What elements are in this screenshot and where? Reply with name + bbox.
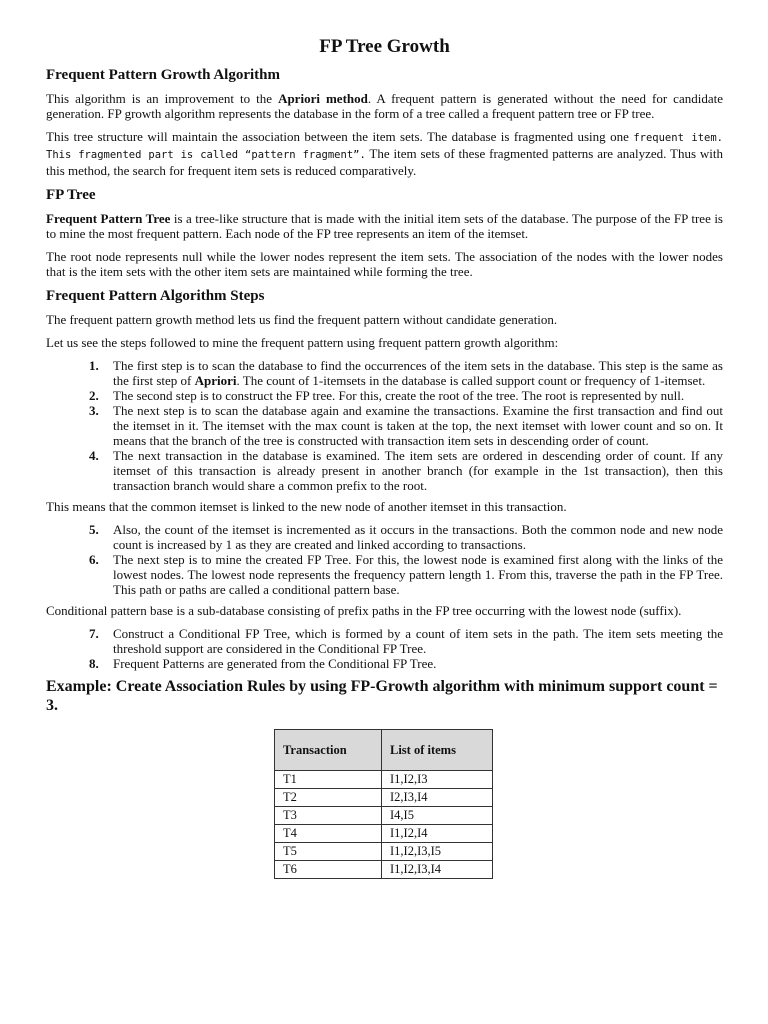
bold-text: Frequent Pattern Tree	[46, 211, 171, 226]
list-item	[89, 552, 723, 597]
mono-text: frequent item. This fragmented part is called “pattern fragment”.	[46, 132, 723, 161]
paragraph: Conditional pattern base is a sub-database consisting of prefix paths in the FP tree occurring with the lowest node (suffix).	[46, 603, 682, 618]
table-header-row	[275, 730, 493, 771]
text: Also, the count of the itemset is incremented as it occurs in the transactions. Both the common node and new node count is increased by 1 as they are created and linked according to transactions.	[113, 522, 723, 552]
list-item	[89, 388, 723, 403]
paragraph	[46, 129, 723, 178]
example-heading: Example: Create Association Rules by using FP-Growth algorithm with minimum support count = 3.	[46, 678, 718, 714]
paragraph: The root node represents null while the lower nodes represent the item sets. The association of the nodes with the lower nodes that is the item sets with the other item sets are maintained while forming the tree.	[46, 249, 723, 279]
text: The next step is to scan the database again and examine the transactions. Examine the first transaction and find out the itemset in it. The itemset with the max count is taken at the top, the next itemset with lower count and so on. It means that the branch of the tree is constructed with transaction item sets in descending order of count.	[113, 403, 723, 448]
table-cell: I2,I3,I4	[382, 789, 493, 807]
list-number: 7.	[89, 626, 99, 641]
table-row	[275, 771, 493, 789]
column-header: Transaction	[275, 730, 382, 771]
column-header: List of items	[382, 730, 493, 771]
list-number: 8.	[89, 656, 99, 671]
list-number: 4.	[89, 448, 99, 463]
paragraph: Let us see the steps followed to mine the frequent pattern using frequent pattern growth algorithm:	[46, 335, 559, 350]
table-cell: I1,I2,I3,I5	[382, 843, 493, 861]
table-cell: I1,I2,I3,I4	[382, 861, 493, 879]
table-row	[275, 789, 493, 807]
paragraph: This means that the common itemset is linked to the new node of another itemset in this transaction.	[46, 499, 567, 514]
text: This algorithm is an improvement to the	[46, 91, 279, 106]
table-cell: I1,I2,I4	[382, 825, 493, 843]
paragraph	[46, 91, 723, 121]
list-item	[89, 448, 723, 493]
text: The second step is to construct the FP tree. For this, create the root of the tree. The root is represented by null.	[113, 388, 685, 403]
text: . A frequent pattern is generated without the need for candidate generation. FP growth algorithm represents the database in the form of a tree called a frequent pattern tree or FP tree.	[46, 91, 723, 121]
table-cell: T2	[275, 789, 382, 807]
list-item	[89, 403, 723, 448]
text: The next step is to mine the created FP Tree. For this, the lowest node is examined first along with the links of the lowest nodes. The lowest node represents the frequency pattern length 1. From this, traverse the path in the FP Tree. This path or paths are called a conditional pattern base.	[113, 552, 723, 597]
steps-list	[46, 626, 723, 671]
list-number: 3.	[89, 403, 99, 418]
text: The first step is to scan the database to find the occurrences of the item sets in the database. This step is the same as the first step of	[113, 358, 723, 388]
text: This tree structure will maintain the association between the item sets. The database is fragmented using one	[46, 129, 634, 144]
list-number: 2.	[89, 388, 99, 403]
list-number: 6.	[89, 552, 99, 567]
table-row	[275, 807, 493, 825]
section-heading-fp-growth: Frequent Pattern Growth Algorithm	[46, 67, 281, 83]
list-item	[89, 358, 723, 388]
table-cell: T6	[275, 861, 382, 879]
transactions-table	[274, 729, 493, 879]
steps-list	[46, 358, 723, 493]
paragraph	[46, 211, 723, 241]
text: The item sets of these fragmented patterns are analyzed. Thus with this method, the search for frequent item sets is reduced comparatively.	[46, 146, 724, 178]
list-item	[89, 626, 723, 656]
section-heading-steps: Frequent Pattern Algorithm Steps	[46, 288, 265, 304]
text: is a tree-like structure that is made with the initial item sets of the database. The purpose of the FP tree is to mine the most frequent pattern. Each node of the FP tree represents an item of the itemset.	[46, 211, 723, 241]
list-number: 1.	[89, 358, 99, 373]
text: Construct a Conditional FP Tree, which is formed by a count of item sets in the path. The item sets meeting the threshold support are considered in the Conditional FP Tree.	[113, 626, 723, 656]
table-cell: T3	[275, 807, 382, 825]
paragraph: The frequent pattern growth method lets us find the frequent pattern without candidate generation.	[46, 312, 558, 327]
bold-text: Apriori	[194, 373, 237, 388]
table-row	[275, 861, 493, 879]
page-title: FP Tree Growth	[319, 36, 450, 57]
text: The next transaction in the database is examined. The item sets are ordered in descending order of count. If any itemset of this transaction is already present in another branch (for example in the 1st transaction), then this transaction branch would share a common prefix to the root.	[113, 448, 723, 493]
table-row	[275, 825, 493, 843]
text: . The count of 1-itemsets in the database is called support count or frequency of 1-itemset.	[236, 373, 706, 388]
list-number: 5.	[89, 522, 99, 537]
table-cell: T1	[275, 771, 382, 789]
text: Frequent Patterns are generated from the Conditional FP Tree.	[113, 656, 437, 671]
table-cell: I1,I2,I3	[382, 771, 493, 789]
table-row	[275, 843, 493, 861]
section-heading-fp-tree: FP Tree	[46, 187, 96, 203]
bold-text: Apriori method	[278, 91, 368, 106]
steps-list	[46, 522, 723, 597]
list-item	[89, 522, 723, 552]
table-cell: I4,I5	[382, 807, 493, 825]
table-cell: T5	[275, 843, 382, 861]
table-cell: T4	[275, 825, 382, 843]
list-item	[89, 656, 723, 671]
